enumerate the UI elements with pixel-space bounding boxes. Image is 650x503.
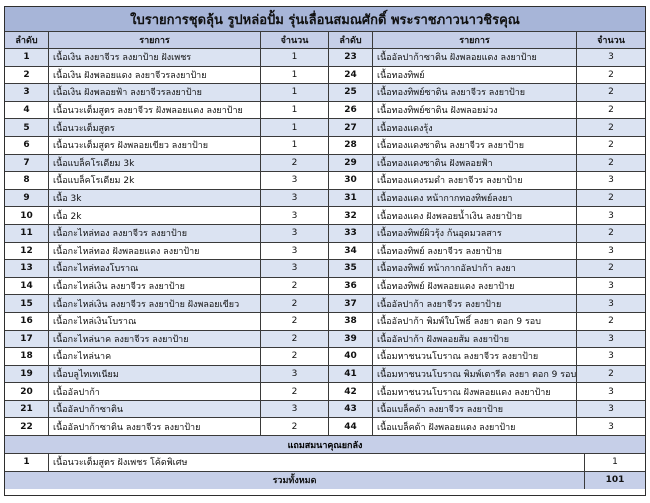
row-item-right: เนื้อทองแดงรมดำ ลงยาจีวร ลงยาป้าย [373, 172, 577, 190]
row-qty-left: 3 [261, 243, 329, 261]
row-no-right: 37 [329, 295, 373, 313]
row-item-right: เนื้อทองทิพย์ซาติน ลงยาจีวร ลงยาป้าย [373, 84, 577, 102]
row-item-right: เนื้อทองแดง หน้ากากทองทิพย์ลงยา [373, 190, 577, 208]
row-qty-right: 3 [577, 401, 645, 419]
bonus-row [5, 454, 645, 472]
row-no-left: 6 [5, 137, 49, 155]
row-no-right: 33 [329, 225, 373, 243]
row-item-left: เนื้อกะไหล่เงิน ลงยาจีวร ลงยาป้าย ฝังพลอยเขียว [49, 295, 261, 313]
header-qty-left: จำนวน [261, 32, 329, 49]
row-item-right: เนื้อทองทิพย์ หน้ากากอัลปาก้า ลงยา [373, 260, 577, 278]
row-qty-left: 1 [261, 102, 329, 120]
row-no-left: 14 [5, 278, 49, 296]
row-qty-right: 3 [577, 243, 645, 261]
row-no-right: 38 [329, 313, 373, 331]
table-row [5, 102, 645, 120]
bonus-item: เนื้อนวะเต็มสูตร ฝังเพชร โค้ดพิเศษ [49, 454, 585, 472]
table-row [5, 348, 645, 366]
row-qty-left: 1 [261, 49, 329, 67]
row-qty-right: 3 [577, 172, 645, 190]
table-row [5, 190, 645, 208]
row-item-left: เนื้อกะไหล่นาค ลงยาจีวร ลงยาป้าย [49, 331, 261, 349]
bonus-no: 1 [5, 454, 49, 472]
row-no-left: 20 [5, 383, 49, 401]
row-qty-right: 3 [577, 49, 645, 67]
row-no-right: 26 [329, 102, 373, 120]
total-label: รวมทั้งหมด [5, 472, 585, 489]
row-qty-left: 1 [261, 119, 329, 137]
row-no-left: 13 [5, 260, 49, 278]
row-qty-right: 2 [577, 102, 645, 120]
table-row [5, 260, 645, 278]
row-item-left: เนื้อเงิน ฝังพลอยแดง ลงยาจีวรลงยาป้าย [49, 67, 261, 85]
row-qty-left: 2 [261, 313, 329, 331]
table-row [5, 313, 645, 331]
table-row [5, 418, 645, 436]
row-no-left: 3 [5, 84, 49, 102]
row-item-right: เนื้อทองทิพย์ ฝังพลอยแดง ลงยาป้าย [373, 278, 577, 296]
row-no-left: 21 [5, 401, 49, 419]
row-qty-left: 3 [261, 260, 329, 278]
row-item-right: เนื้อมหาชนวนโบราณ พิมพ์เตารีด ลงยา ตอก 9 รอบ [373, 366, 577, 384]
row-no-left: 1 [5, 49, 49, 67]
row-qty-right: 2 [577, 260, 645, 278]
row-qty-right: 3 [577, 418, 645, 436]
row-qty-right: 3 [577, 295, 645, 313]
table-row [5, 49, 645, 67]
table-row [5, 243, 645, 261]
header-row [5, 32, 645, 49]
header-item-left: รายการ [49, 32, 261, 49]
table-row [5, 366, 645, 384]
row-no-right: 34 [329, 243, 373, 261]
row-no-left: 4 [5, 102, 49, 120]
table-row [5, 172, 645, 190]
row-no-left: 17 [5, 331, 49, 349]
row-no-left: 15 [5, 295, 49, 313]
row-no-right: 35 [329, 260, 373, 278]
header-no-left: ลำดับ [5, 32, 49, 49]
row-item-right: เนื้ออัลปาก้า ลงยาจีวร ลงยาป้าย [373, 295, 577, 313]
row-qty-right: 2 [577, 190, 645, 208]
row-no-right: 25 [329, 84, 373, 102]
row-qty-left: 2 [261, 278, 329, 296]
row-item-left: เนื้อแบล็คโรเดียม 2k [49, 172, 261, 190]
row-no-right: 32 [329, 207, 373, 225]
row-no-left: 22 [5, 418, 49, 436]
row-no-right: 40 [329, 348, 373, 366]
row-item-right: เนื้อมหาชนวนโบราณ ลงยาจีวร ลงยาป้าย [373, 348, 577, 366]
row-item-right: เนื้ออัลปาก้าซาติน ฝังพลอยแดง ลงยาป้าย [373, 49, 577, 67]
row-item-right: เนื้อทองทิพย์ซาติน ฝังพลอยม่วง [373, 102, 577, 120]
row-item-left: เนื้อกะไหล่ทอง ลงยาจีวร ลงยาป้าย [49, 225, 261, 243]
row-item-left: เนื้อกะไหล่เงินโบราณ [49, 313, 261, 331]
row-qty-right: 2 [577, 225, 645, 243]
row-item-right: เนื้อมหาชนวนโบราณ ฝังพลอยแดง ลงยาป้าย [373, 383, 577, 401]
row-qty-left: 3 [261, 225, 329, 243]
sheet-title: ใบรายการชุดลุ้น รูปหล่อปั้ม รุ่นเลื่อนสมณศักดิ์ พระราชภาวนาวชิรคุณ [5, 7, 645, 32]
row-no-right: 42 [329, 383, 373, 401]
row-no-left: 11 [5, 225, 49, 243]
row-qty-left: 3 [261, 366, 329, 384]
row-no-left: 19 [5, 366, 49, 384]
row-item-left: เนื้อกะไหล่เงิน ลงยาจีวร ลงยาป้าย [49, 278, 261, 296]
row-no-right: 41 [329, 366, 373, 384]
item-rows [5, 49, 645, 436]
row-qty-left: 2 [261, 418, 329, 436]
row-item-left: เนื้อแบล็คโรเดียม 3k [49, 155, 261, 173]
bonus-qty: 1 [585, 454, 645, 472]
row-item-left: เนื้อนวะเต็มสูตร ฝังพลอยเขียว ลงยาป้าย [49, 137, 261, 155]
row-item-left: เนื้ออัลปาก้า [49, 383, 261, 401]
row-item-left: เนื้ออัลปาก้าซาติน [49, 401, 261, 419]
row-item-right: เนื้อทองแดง ฝังพลอยน้ำเงิน ลงยาป้าย [373, 207, 577, 225]
row-qty-left: 3 [261, 207, 329, 225]
row-qty-right: 3 [577, 383, 645, 401]
row-item-right: เนื้อทองทิพย์ ลงยาจีวร ลงยาป้าย [373, 243, 577, 261]
row-qty-left: 2 [261, 383, 329, 401]
row-qty-left: 2 [261, 295, 329, 313]
table-row [5, 67, 645, 85]
row-no-right: 44 [329, 418, 373, 436]
header-no-right: ลำดับ [329, 32, 373, 49]
row-qty-left: 1 [261, 67, 329, 85]
row-item-right: เนื้ออัลปาก้า ฝังพลอยส้ม ลงยาป้าย [373, 331, 577, 349]
row-item-right: เนื้อทองทิพย์ [373, 67, 577, 85]
table-row [5, 401, 645, 419]
row-qty-left: 2 [261, 155, 329, 173]
row-item-left: เนื้ออัลปาก้าซาติน ลงยาจีวร ลงยาป้าย [49, 418, 261, 436]
row-no-right: 29 [329, 155, 373, 173]
row-qty-right: 2 [577, 119, 645, 137]
row-item-left: เนื้อกะไหล่นาค [49, 348, 261, 366]
row-no-right: 31 [329, 190, 373, 208]
table-row [5, 137, 645, 155]
row-qty-right: 3 [577, 278, 645, 296]
row-no-left: 16 [5, 313, 49, 331]
row-qty-left: 3 [261, 190, 329, 208]
bonus-section-title: แถมสมนาคุณยกลัง [5, 436, 645, 454]
row-item-left: เนื้อ 3k [49, 190, 261, 208]
header-qty-right: จำนวน [577, 32, 645, 49]
row-qty-right: 3 [577, 348, 645, 366]
row-no-right: 28 [329, 137, 373, 155]
row-no-left: 10 [5, 207, 49, 225]
row-no-right: 27 [329, 119, 373, 137]
row-qty-left: 3 [261, 172, 329, 190]
row-item-left: เนื้อเงิน ฝังพลอยฟ้า ลงยาจีวรลงยาป้าย [49, 84, 261, 102]
table-row [5, 278, 645, 296]
row-item-left: เนื้อกะไหล่ทอง ฝังพลอยแดง ลงยาป้าย [49, 243, 261, 261]
row-item-left: เนื้อบลูไทเทเนียม [49, 366, 261, 384]
table-row [5, 207, 645, 225]
table-row [5, 331, 645, 349]
row-no-right: 43 [329, 401, 373, 419]
table-row [5, 295, 645, 313]
row-item-left: เนื้อนวะเต็มสูตร ลงยาจีวร ฝังพลอยแดง ลงยาป้าย [49, 102, 261, 120]
row-item-right: เนื้อแบล็คด้า ฝังพลอยแดง ลงยาป้าย [373, 418, 577, 436]
row-item-left: เนื้อ 2k [49, 207, 261, 225]
row-no-left: 12 [5, 243, 49, 261]
row-qty-left: 2 [261, 348, 329, 366]
row-no-right: 23 [329, 49, 373, 67]
row-qty-right: 2 [577, 155, 645, 173]
row-no-right: 24 [329, 67, 373, 85]
row-no-left: 8 [5, 172, 49, 190]
row-qty-left: 1 [261, 84, 329, 102]
row-qty-right: 3 [577, 207, 645, 225]
total-row [5, 472, 645, 489]
row-item-right: เนื้ออัลปาก้า พิมพ์ใบโพธิ์ ลงยา ตอก 9 รอบ [373, 313, 577, 331]
row-no-right: 30 [329, 172, 373, 190]
row-item-left: เนื้อเงิน ลงยาจีวร ลงยาป้าย ฝังเพชร [49, 49, 261, 67]
table-row [5, 84, 645, 102]
row-qty-right: 2 [577, 137, 645, 155]
row-qty-right: 2 [577, 313, 645, 331]
row-no-left: 7 [5, 155, 49, 173]
row-qty-right: 3 [577, 331, 645, 349]
item-list-sheet [4, 6, 646, 496]
row-qty-right: 2 [577, 84, 645, 102]
row-qty-right: 2 [577, 366, 645, 384]
row-qty-left: 1 [261, 137, 329, 155]
row-no-right: 36 [329, 278, 373, 296]
table-row [5, 155, 645, 173]
row-qty-right: 2 [577, 67, 645, 85]
row-no-right: 39 [329, 331, 373, 349]
row-qty-left: 3 [261, 401, 329, 419]
row-item-right: เนื้อแบล็คด้า ลงยาจีวร ลงยาป้าย [373, 401, 577, 419]
row-item-left: เนื้อกะไหล่ทองโบราณ [49, 260, 261, 278]
row-qty-left: 2 [261, 331, 329, 349]
row-no-left: 5 [5, 119, 49, 137]
row-no-left: 2 [5, 67, 49, 85]
row-no-left: 9 [5, 190, 49, 208]
row-no-left: 18 [5, 348, 49, 366]
header-item-right: รายการ [373, 32, 577, 49]
table-row [5, 383, 645, 401]
total-value: 101 [585, 472, 645, 489]
table-row [5, 225, 645, 243]
row-item-right: เนื้อทองทิพย์ผิวรุ้ง ก้นอุดมวลสาร [373, 225, 577, 243]
table-row [5, 119, 645, 137]
row-item-right: เนื้อทองแดงซาติน ฝังพลอยฟ้า [373, 155, 577, 173]
row-item-right: เนื้อทองแดงซาติน ลงยาจีวร ลงยาป้าย [373, 137, 577, 155]
row-item-left: เนื้อนวะเต็มสูตร [49, 119, 261, 137]
row-item-right: เนื้อทองแดงรุ้ง [373, 119, 577, 137]
